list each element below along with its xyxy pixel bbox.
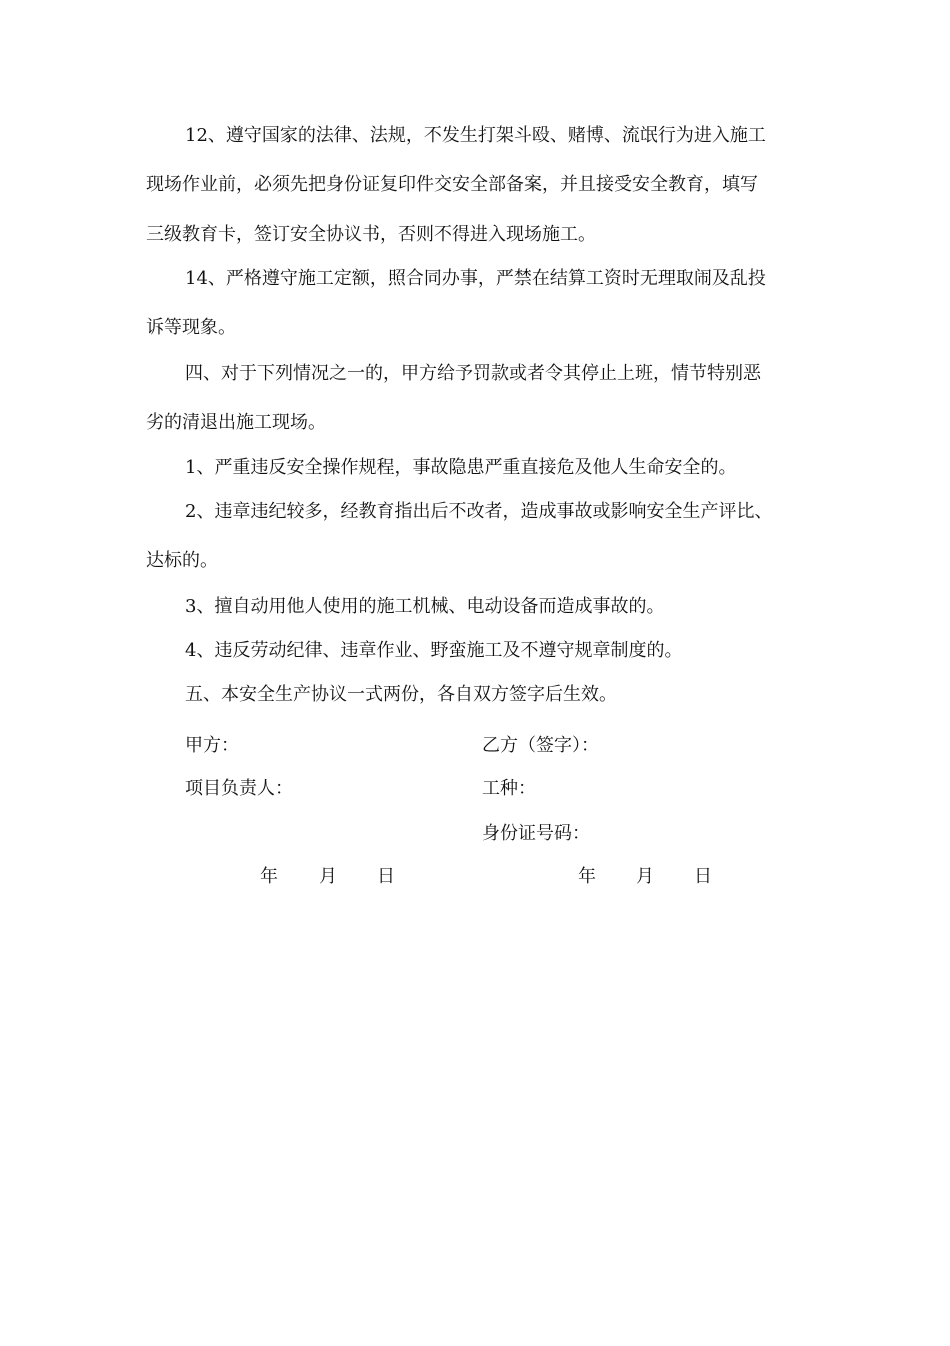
- item-2-line1: 2、违章违纪较多，经教育指出后不改者，造成事故或影响安全生产评比、: [185, 501, 773, 522]
- item-1: 1、严重违反安全操作规程，事故隐患严重直接危及他人生命安全的。: [185, 457, 737, 478]
- party-a-label: 甲方：: [185, 735, 239, 756]
- item-3: 3、擅自动用他人使用的施工机械、电动设备而造成事故的。: [185, 596, 665, 617]
- party-b-label: 乙方（签字）：: [482, 735, 599, 756]
- date-right-month: 月: [636, 866, 654, 887]
- id-number-label: 身份证号码：: [482, 823, 590, 844]
- date-left-month: 月: [319, 866, 337, 887]
- date-right-year: 年: [578, 866, 596, 887]
- date-right-day: 日: [694, 866, 712, 887]
- job-type-label: 工种：: [482, 778, 536, 799]
- section-five: 五、本安全生产协议一式两份，各自双方签字后生效。: [185, 684, 617, 705]
- section-four-line1: 四、对于下列情况之一的，甲方给予罚款或者令其停止上班，情节特别恶: [185, 363, 761, 384]
- project-leader-label: 项目负责人：: [185, 778, 293, 799]
- paragraph-12-line1: 12、遵守国家的法律、法规，不发生打架斗殴、赌博、流氓行为进入施工: [185, 125, 766, 146]
- paragraph-12-line3: 三级教育卡，签订安全协议书，否则不得进入现场施工。: [146, 224, 596, 245]
- paragraph-14-line2: 诉等现象。: [146, 317, 236, 338]
- date-left-year: 年: [260, 866, 278, 887]
- date-left-day: 日: [377, 866, 395, 887]
- section-four-line2: 劣的清退出施工现场。: [146, 412, 326, 433]
- item-4: 4、违反劳动纪律、违章作业、野蛮施工及不遵守规章制度的。: [185, 640, 683, 661]
- paragraph-12-line2: 现场作业前，必须先把身份证复印件交安全部备案，并且接受安全教育，填写: [146, 174, 758, 195]
- item-2-line2: 达标的。: [146, 550, 218, 571]
- paragraph-14-line1: 14、严格遵守施工定额，照合同办事，严禁在结算工资时无理取闹及乱投: [185, 268, 766, 289]
